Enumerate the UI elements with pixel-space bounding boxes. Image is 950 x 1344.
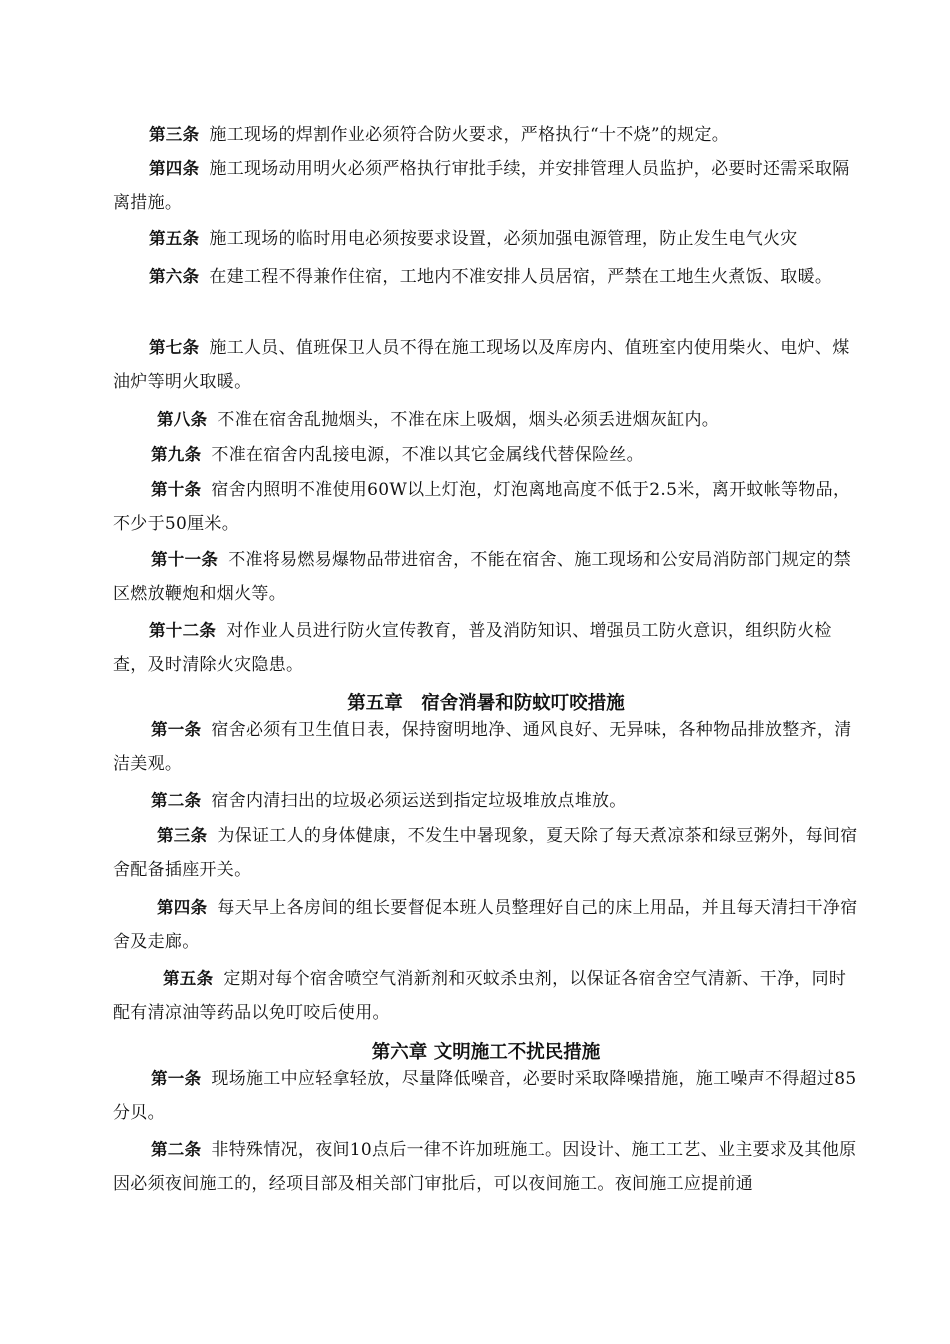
article-text: 施工人员、值班保卫人员不得在施工现场以及库房内、值班室内使用柴火、电炉、煤油炉等明火取暖。 (113, 338, 850, 392)
article-text: 现场施工中应轻拿轻放，尽量降低噪音，必要时采取降噪措施，施工噪声不得超过85分贝。 (113, 1069, 857, 1123)
article-text: 不准在宿舍乱抛烟头，不准在床上吸烟，烟头必须丢进烟灰缸内。 (217, 410, 720, 430)
article-text: 不准将易燃易爆物品带进宿舍，不能在宿舍、施工现场和公安局消防部门规定的禁区燃放鞭炮和烟火等。 (113, 550, 852, 604)
article-text: 宿舍必须有卫生值日表，保持窗明地净、通风良好、无异味，各种物品排放整齐，清洁美观。 (113, 720, 852, 774)
article-label: 第三条 (157, 826, 208, 845)
ch5-article-4 (113, 891, 859, 959)
article-text: 非特殊情况，夜间10点后一律不许加班施工。因设计、施工工艺、业主要求及其他原因必须夜间施工的，经项目部及相关部门审批后，可以夜间施工。夜间施工应提前通 (113, 1140, 857, 1194)
ch6-article-2 (113, 1133, 859, 1201)
article-text: 施工现场的临时用电必须按要求设置，必须加强电源管理，防止发生电气火灾 (209, 229, 798, 249)
article-3 (113, 118, 859, 152)
article-8 (113, 403, 859, 437)
article-label: 第五条 (149, 229, 200, 248)
ch5-article-5 (113, 962, 859, 1030)
article-label: 第四条 (157, 898, 208, 917)
ch6-article-1 (113, 1062, 859, 1130)
article-label: 第一条 (151, 720, 202, 739)
chapter-6-title: 第六章 文明施工不扰民措施 (371, 1042, 601, 1063)
article-text: 在建工程不得兼作住宿，工地内不准安排人员居宿，严禁在工地生火煮饭、取暖。 (209, 267, 833, 287)
article-label: 第八条 (157, 410, 208, 429)
article-label: 第三条 (149, 125, 200, 144)
article-label: 第十条 (151, 480, 202, 499)
article-label: 第二条 (151, 1140, 202, 1159)
article-4 (113, 152, 859, 220)
article-label: 第四条 (149, 159, 200, 178)
article-label: 第九条 (151, 445, 202, 464)
article-text: 施工现场的焊割作业必须符合防火要求，严格执行“十不烧”的规定。 (209, 125, 730, 145)
article-label: 第一条 (151, 1069, 202, 1088)
article-text: 不准在宿舍内乱接电源，不准以其它金属线代替保险丝。 (211, 445, 644, 465)
article-7 (113, 331, 859, 399)
ch5-article-3 (113, 819, 859, 887)
article-text: 定期对每个宿舍喷空气消新剂和灭蚊杀虫剂，以保证各宿舍空气清新、干净，同时配有清凉油等药品以免叮咬后使用。 (113, 969, 847, 1023)
article-label: 第二条 (151, 791, 202, 810)
article-label: 第六条 (149, 267, 200, 286)
article-text: 对作业人员进行防火宣传教育，普及消防知识、增强员工防火意识，组织防火检查，及时清除火灾隐患。 (113, 621, 832, 675)
article-text: 每天早上各房间的组长要督促本班人员整理好自己的床上用品，并且每天清扫干净宿舍及走廊。 (113, 898, 858, 952)
chapter-5-title: 第五章 宿舍消暑和防蚊叮咬措施 (347, 693, 625, 714)
article-label: 第十一条 (151, 550, 219, 569)
article-10 (113, 473, 859, 541)
article-label: 第五条 (163, 969, 214, 988)
article-text: 宿舍内清扫出的垃圾必须运送到指定垃圾堆放点堆放。 (211, 791, 627, 811)
article-text: 为保证工人的身体健康，不发生中暑现象，夏天除了每天煮凉茶和绿豆粥外，每间宿舍配备插座开关。 (113, 826, 858, 880)
ch5-article-1 (113, 713, 859, 781)
article-11 (113, 543, 859, 611)
article-5 (113, 222, 859, 256)
ch5-article-2 (113, 784, 859, 818)
article-text: 宿舍内照明不准使用60W以上灯泡，灯泡离地高度不低于2.5米，离开蚊帐等物品，不少于50厘米。 (113, 480, 851, 534)
article-6 (113, 260, 859, 294)
article-label: 第十二条 (149, 621, 217, 640)
article-12 (113, 614, 859, 682)
article-label: 第七条 (149, 338, 200, 357)
article-9 (113, 438, 859, 472)
article-text: 施工现场动用明火必须严格执行审批手续，并安排管理人员监护，必要时还需采取隔离措施。 (113, 159, 850, 213)
